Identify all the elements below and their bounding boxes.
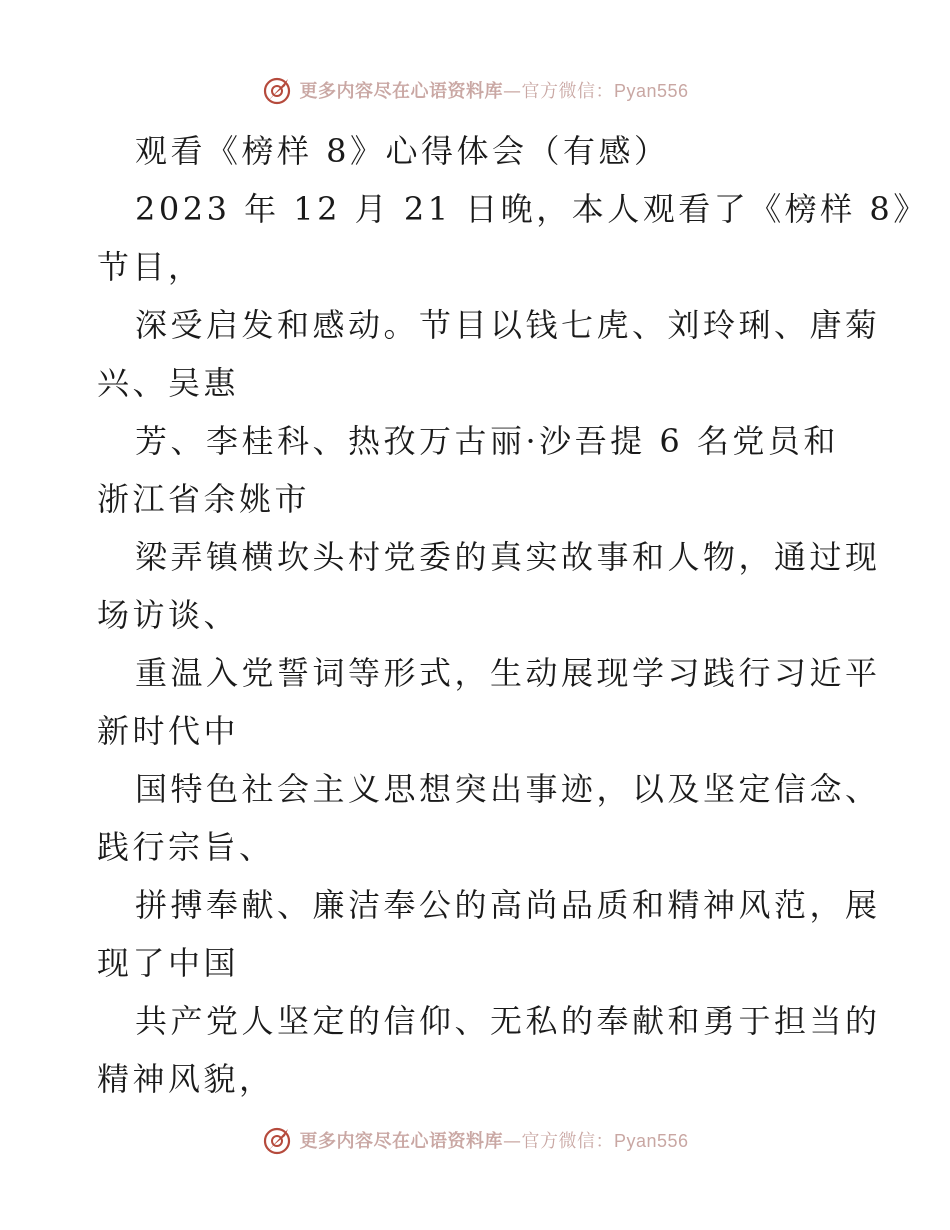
- document-body: [97, 122, 929, 1108]
- watermark-text: [299, 77, 688, 103]
- paragraph-line: 2023 年 12 月 21 日晚，本人观看了《榜样 8》: [135, 190, 929, 228]
- paragraph-line: 精神风貌，: [97, 1060, 275, 1098]
- footer-watermark: [0, 1120, 950, 1160]
- watermark-dash: —: [502, 81, 522, 102]
- watermark-wechat-label: 官方微信：: [521, 81, 614, 102]
- paragraph-line: 重温入党誓词等形式，生动展现学习践行习近平: [135, 654, 881, 692]
- paragraph-line: 拼搏奉献、廉洁奉公的高尚品质和精神风范，展: [135, 886, 881, 924]
- paragraph-line: 现了中国: [97, 944, 240, 982]
- paragraph-line: 芳、李桂科、热孜万古丽·沙吾提 6 名党员和: [135, 422, 839, 460]
- watermark-site: 更多内容尽在心语资料库: [299, 81, 503, 102]
- paragraph-line: 节目，: [97, 248, 204, 286]
- quill-circle-icon: [261, 1124, 293, 1156]
- paragraph-line: 共产党人坚定的信仰、无私的奉献和勇于担当的: [135, 1002, 881, 1040]
- watermark-text: [299, 1127, 688, 1153]
- paragraph-line: 国特色社会主义思想突出事迹，以及坚定信念、: [135, 770, 881, 808]
- watermark-dash: —: [502, 1131, 522, 1152]
- quill-circle-icon: [261, 74, 293, 106]
- watermark-wechat-id: Pyan556: [613, 81, 689, 101]
- paragraph-line: 新时代中: [97, 712, 240, 750]
- paragraph-line: 浙江省余姚市: [97, 480, 311, 518]
- watermark-wechat-label: 官方微信：: [521, 1131, 614, 1152]
- watermark-wechat-id: Pyan556: [613, 1131, 689, 1151]
- paragraph-line: 深受启发和感动。节目以钱七虎、刘玲琍、唐菊: [135, 306, 881, 344]
- paragraph-line: 场访谈、: [97, 596, 240, 634]
- paragraph-line: 践行宗旨、: [97, 828, 275, 866]
- header-watermark: [0, 70, 950, 110]
- paragraph-line: 兴、吴惠: [97, 364, 240, 402]
- paragraph-line: 梁弄镇横坎头村党委的真实故事和人物，通过现: [135, 538, 881, 576]
- doc-title: 观看《榜样 8》心得体会（有感）: [135, 132, 670, 170]
- watermark-site: 更多内容尽在心语资料库: [299, 1131, 503, 1152]
